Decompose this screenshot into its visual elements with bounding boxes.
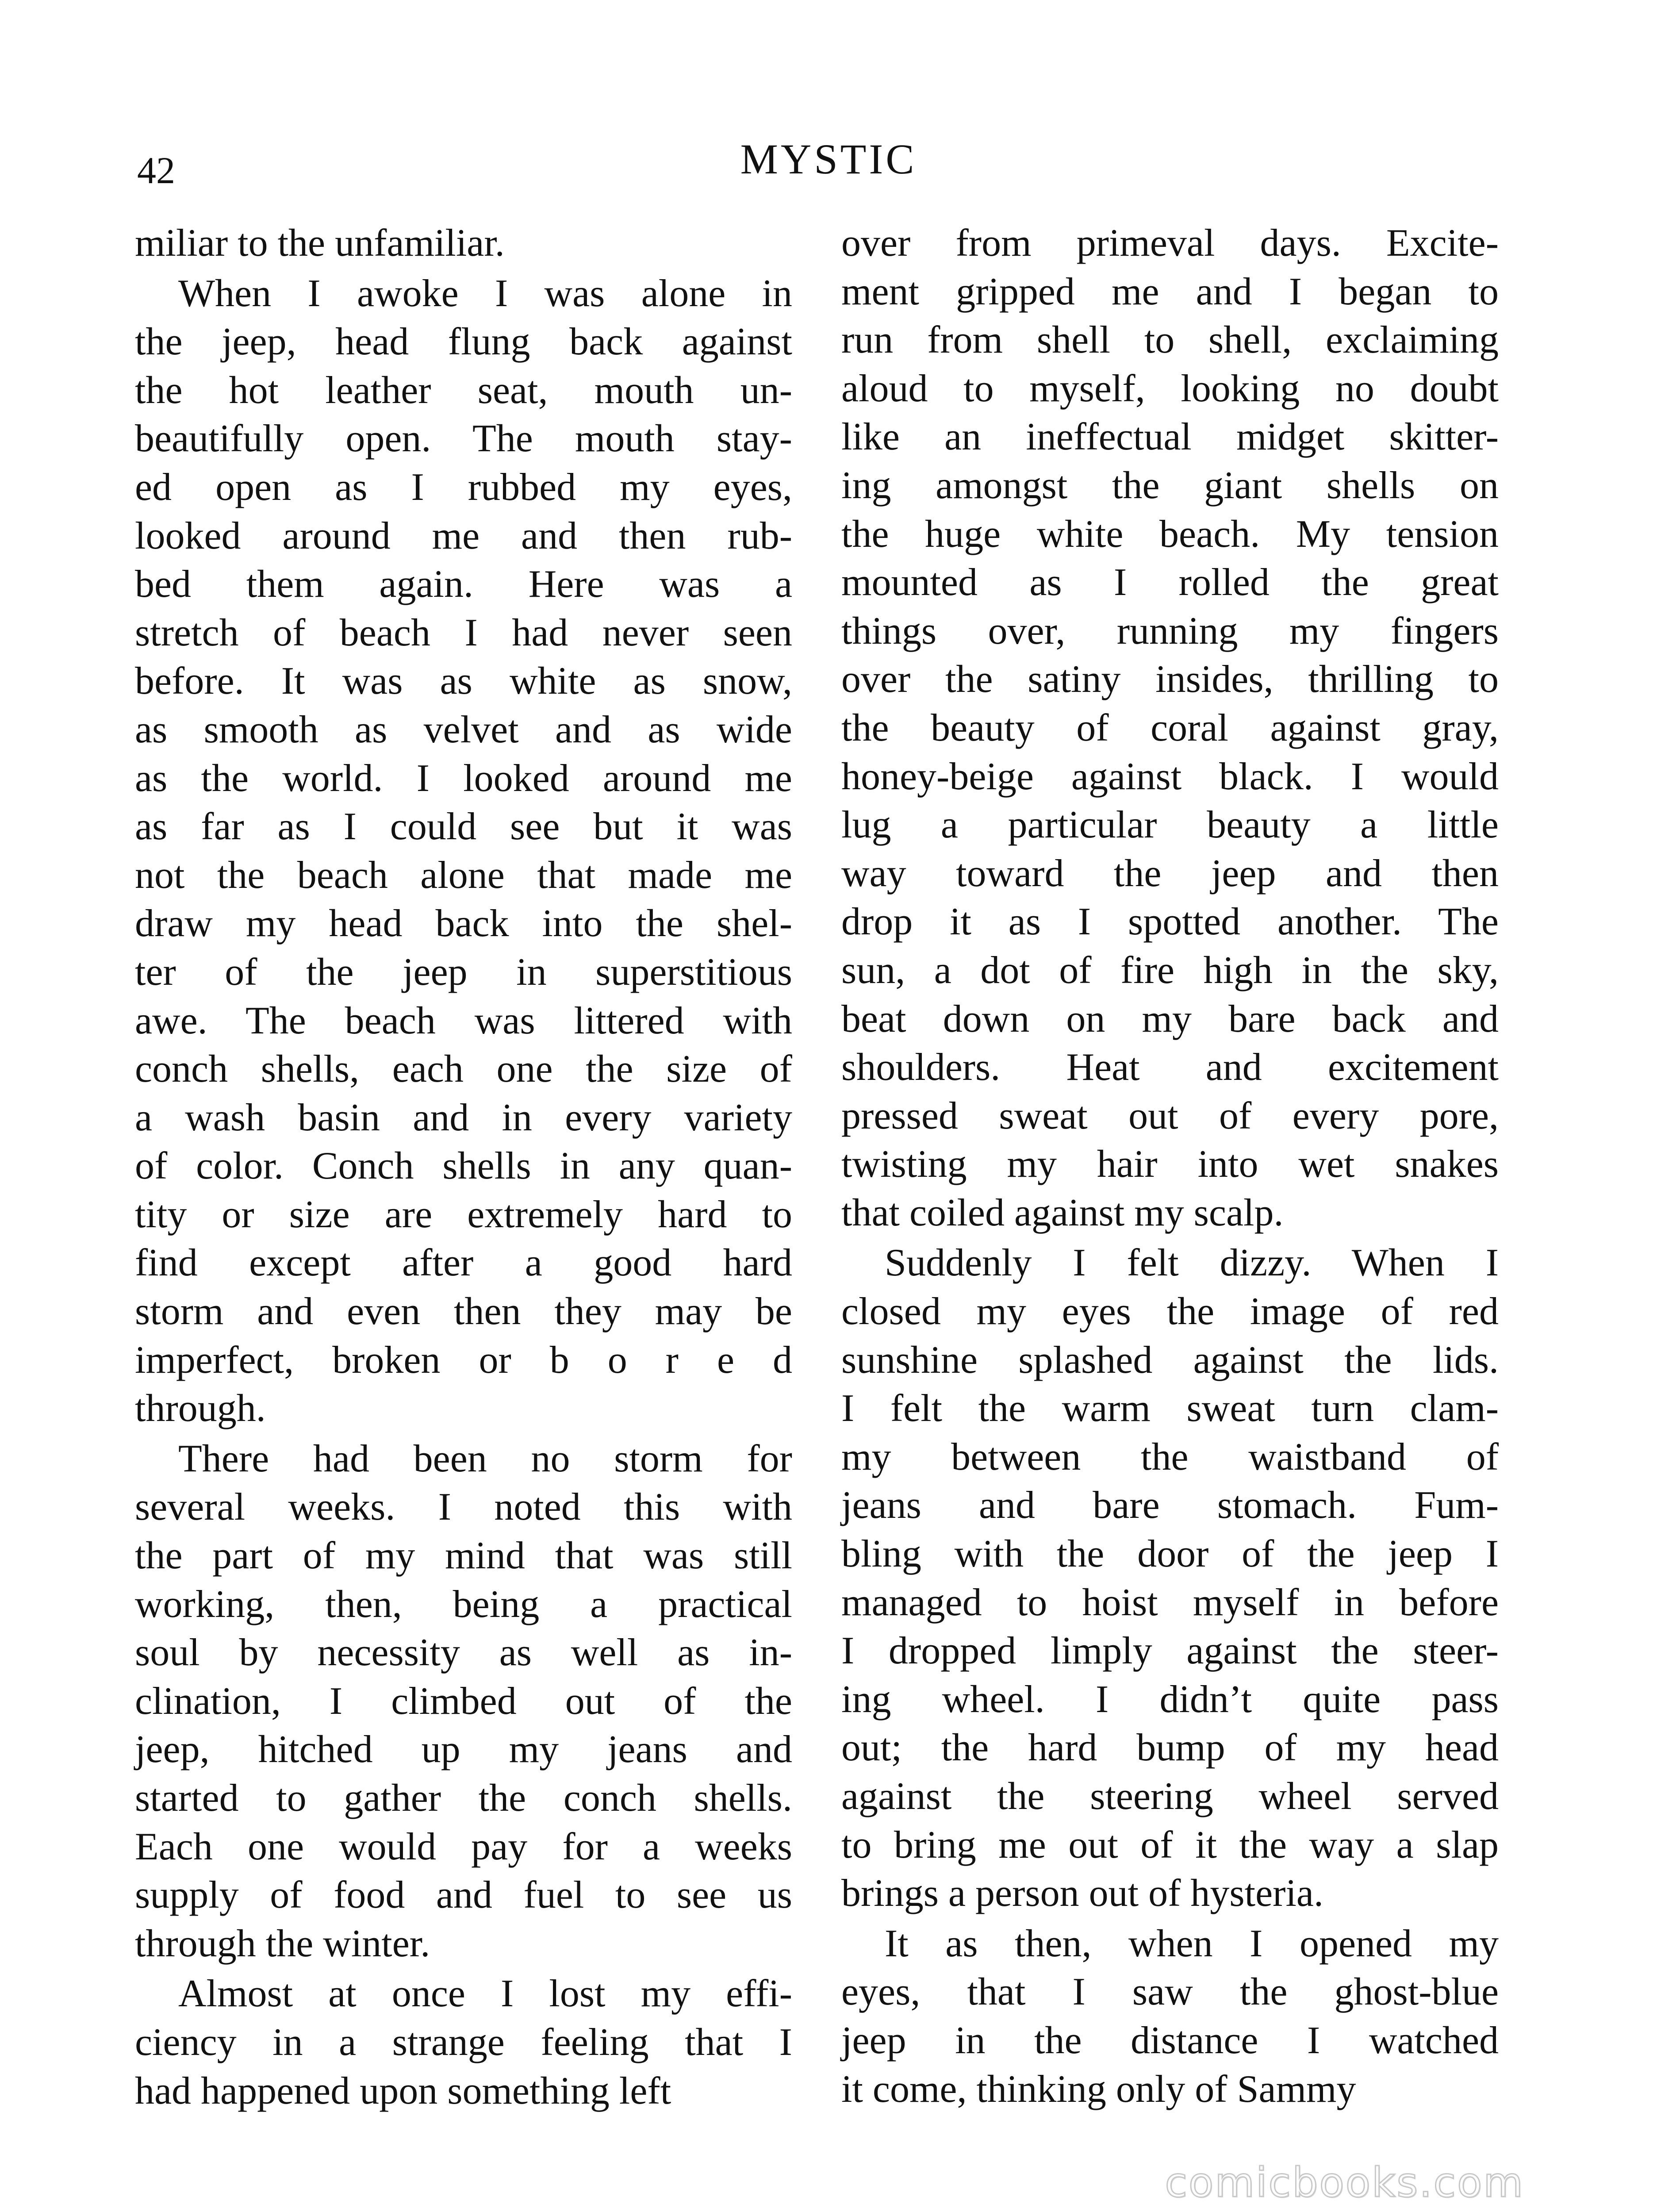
text-line: honey-beige against black. I would: [841, 755, 1499, 798]
text-line: before. It was as white as snow,: [135, 660, 792, 703]
text-line: the beauty of coral against gray,: [841, 706, 1499, 749]
text-line: the hot leather seat, mouth un-: [135, 369, 792, 412]
text-line: lug a particular beauty a little: [841, 803, 1499, 847]
text-line: the jeep, head flung back against: [135, 320, 792, 364]
text-line: aloud to myself, looking no doubt: [841, 367, 1499, 410]
text-line: beat down on my bare back and: [841, 997, 1499, 1041]
text-line: storm and even then they may be: [135, 1290, 792, 1333]
text-line: way toward the jeep and then: [841, 852, 1499, 895]
text-line: of color. Conch shells in any quan-: [135, 1144, 792, 1188]
text-line: draw my head back into the shel-: [135, 902, 792, 945]
text-line: through.: [135, 1387, 266, 1430]
paragraph: [135, 1435, 792, 1968]
page-number: 42: [137, 149, 175, 192]
text-line: managed to hoist myself in before: [841, 1581, 1499, 1624]
text-line: tity or size are extremely hard to: [135, 1193, 792, 1236]
text-line: shoulders. Heat and excitement: [841, 1046, 1499, 1089]
text-line: supply of food and fuel to see us: [135, 1874, 792, 1917]
text-line: miliar to the unfamiliar.: [135, 222, 505, 265]
text-line: Suddenly I felt dizzy. When I: [885, 1241, 1499, 1285]
text-line: brings a person out of hysteria.: [841, 1872, 1323, 1915]
text-line: eyes, that I saw the ghost-blue: [841, 1970, 1499, 2014]
text-line: to bring me out of it the way a slap: [841, 1823, 1499, 1866]
text-line: Almost at once I lost my effi-: [178, 1972, 792, 2016]
text-line: as far as I could see but it was: [135, 805, 792, 849]
text-line: over the satiny insides, thrilling to: [841, 658, 1499, 701]
watermark-text: comicbooks.com: [1165, 2159, 1524, 2206]
text-line: the part of my mind that was still: [135, 1534, 792, 1578]
text-line: I felt the warm sweat turn clam-: [841, 1387, 1499, 1430]
text-line: ciency in a strange feeling that I: [135, 2020, 792, 2064]
text-line: the huge white beach. My tension: [841, 512, 1499, 556]
text-line: as the world. I looked around me: [135, 757, 792, 800]
text-line: jeans and bare stomach. Fum-: [841, 1484, 1499, 1527]
text-line: looked around me and then rub-: [135, 514, 792, 557]
text-line: started to gather the conch shells.: [135, 1777, 792, 1820]
text-line: jeep in the distance I watched: [841, 2019, 1499, 2062]
text-line: it come, thinking only of Sammy: [841, 2067, 1356, 2111]
page-header: [133, 131, 1524, 201]
text-line: had happened upon something left: [135, 2069, 671, 2112]
paragraph: [841, 1239, 1499, 1917]
running-title: MYSTIC: [740, 135, 917, 183]
text-line: working, then, being a practical: [135, 1582, 792, 1626]
text-line: over from primeval days. Excite-: [841, 222, 1499, 265]
right-column: [841, 219, 1499, 2111]
text-line: as smooth as velvet and as wide: [135, 708, 792, 751]
text-line: through the winter.: [135, 1922, 430, 1965]
text-line: soul by necessity as well as in-: [135, 1631, 792, 1674]
text-line: not the beach alone that made me: [135, 853, 792, 897]
text-line: I dropped limply against the steer-: [841, 1629, 1499, 1673]
paragraph: [135, 219, 792, 268]
text-line: my between the waistband of: [841, 1435, 1499, 1479]
text-line: sunshine splashed against the lids.: [841, 1338, 1499, 1382]
paragraph: [135, 1970, 792, 2115]
text-line: ed open as I rubbed my eyes,: [135, 465, 792, 509]
text-line: closed my eyes the image of red: [841, 1290, 1499, 1333]
text-line: out; the hard bump of my head: [841, 1726, 1499, 1770]
text-line: ter of the jeep in superstitious: [135, 950, 792, 994]
text-line: pressed sweat out of every pore,: [841, 1094, 1499, 1137]
text-line: against the steering wheel served: [841, 1775, 1499, 1818]
paragraph: [841, 219, 1499, 1237]
text-line: run from shell to shell, exclaiming: [841, 319, 1499, 362]
text-line: When I awoke I was alone in: [178, 272, 792, 315]
text-line: ment gripped me and I began to: [841, 270, 1499, 313]
text-line: beautifully open. The mouth stay-: [135, 417, 792, 461]
text-line: find except after a good hard: [135, 1241, 792, 1285]
text-line: things over, running my fingers: [841, 609, 1499, 653]
text-line: Each one would pay for a weeks: [135, 1825, 792, 1868]
text-line: drop it as I spotted another. The: [841, 900, 1499, 944]
text-line: clination, I climbed out of the: [135, 1679, 792, 1723]
text-line: ing amongst the giant shells on: [841, 464, 1499, 507]
text-line: that coiled against my scalp.: [841, 1191, 1284, 1234]
text-line: mounted as I rolled the great: [841, 561, 1499, 604]
text-line: conch shells, each one the size of: [135, 1048, 792, 1091]
text-line: bed them again. Here was a: [135, 563, 792, 606]
paragraph: [841, 1920, 1499, 2113]
text-line: several weeks. I noted this with: [135, 1486, 792, 1529]
text-line: twisting my hair into wet snakes: [841, 1143, 1499, 1186]
text-line: sun, a dot of fire high in the sky,: [841, 949, 1499, 992]
left-column: [135, 219, 792, 2112]
text-line: a wash basin and in every variety: [135, 1096, 792, 1139]
text-line: like an ineffectual midget skitter-: [841, 415, 1499, 459]
text-line: stretch of beach I had never seen: [135, 611, 792, 654]
text-line: jeep, hitched up my jeans and: [135, 1728, 792, 1771]
text-line: imperfect, broken or b o r e d: [135, 1338, 792, 1382]
paragraph: [135, 269, 792, 1433]
text-line: There had been no storm for: [178, 1437, 792, 1480]
text-line: bling with the door of the jeep I: [841, 1532, 1499, 1576]
text-line: ing wheel. I didn’t quite pass: [841, 1678, 1499, 1721]
text-line: It as then, when I opened my: [885, 1922, 1499, 1965]
text-line: awe. The beach was littered with: [135, 999, 792, 1042]
